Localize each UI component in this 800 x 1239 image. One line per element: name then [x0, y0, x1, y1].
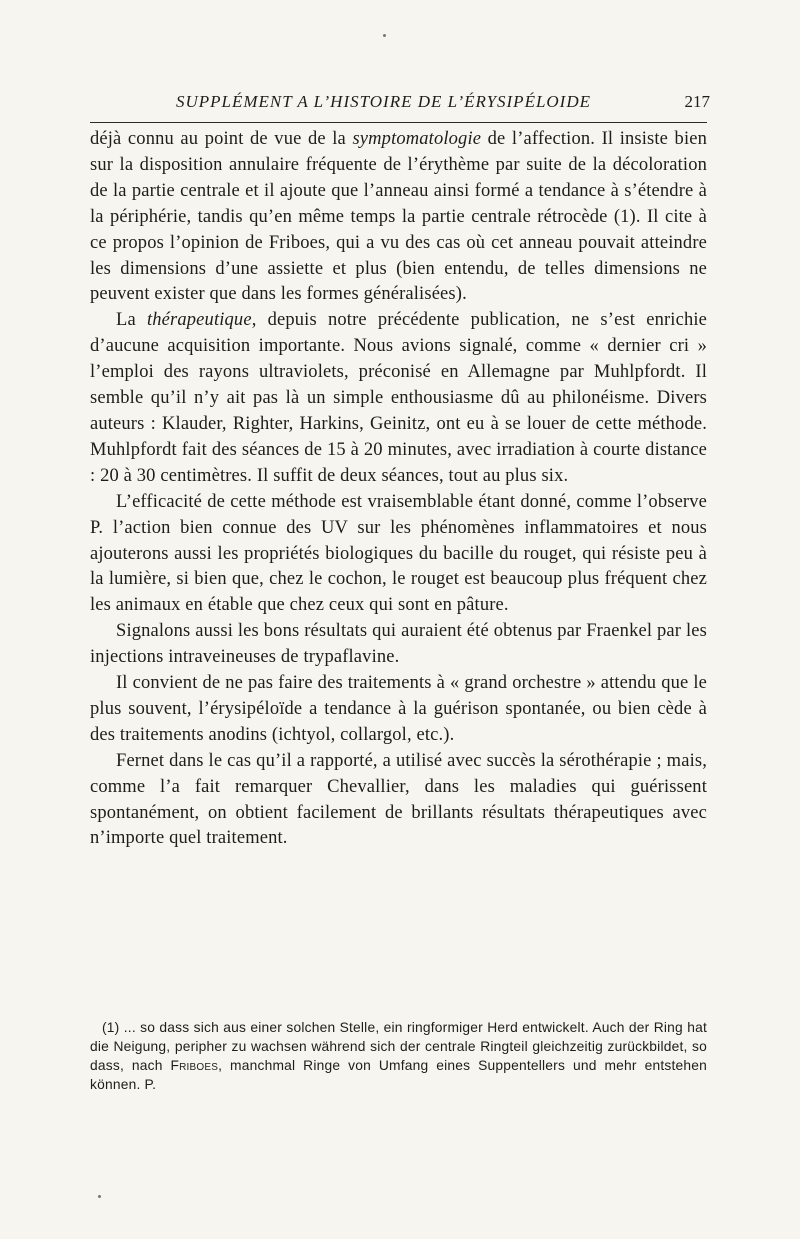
paragraph-symptomatology	[90, 127, 707, 308]
main-text	[90, 127, 707, 852]
bottom-speck	[98, 1195, 101, 1198]
footnote-author-name: Friboes	[170, 1058, 219, 1073]
p1-before-italic: déjà connu au point de vue de la	[90, 129, 353, 149]
page-number: 217	[684, 92, 710, 111]
footnote	[90, 1018, 707, 1094]
p2-italic-term: thérapeutique	[146, 310, 252, 331]
paragraph-fernet: Fernet dans le cas qu’il a rapporté, a utilisé avec succès la sérothérapie ; mais, comme l’a fait remarquer Chevallier, dans les maladies qui guérissent spontanément, on obtient facilement de brillants résultats thérapeutiques avec n’importe quel traitement.	[90, 750, 707, 849]
p1-after-italic: de l’affection. Il insiste bien sur la disposition annulaire fréquente de l’érythème par suite de la décoloration de la partie centrale et il ajoute que l’anneau ainsi formé a tendance à s’étendre à la périphérie, tandis qu’en même temps la partie centrale rétrocède (1). Il cite à ce propos l’opinion de Friboes, qui a vu des cas où cet anneau pouvait atteindre les dimensions d’une assiette et plus (bien entendu, de telles dimensions ne peuvent exister que dans les formes généralisées).	[90, 129, 707, 305]
p1-italic-term: symptomatologie	[352, 129, 482, 149]
top-speck	[383, 34, 386, 37]
footnote-text	[90, 1018, 707, 1094]
footnote-before-name: (1) ... so dass sich aus einer solchen Stelle, ein ringformiger Herd entwickelt. Auch der Ring hat die Neigung, peripher zu wachsen während sich der centrale Ringteil gleichzeitig zurückbildet, so dass, nach	[90, 1020, 707, 1073]
page-header	[90, 88, 710, 116]
p2-after-italic: , depuis notre précédente publication, ne s’est enrichie d’aucune acquisition importante. Nous avions signalé, comme « dernier cri » l’emploi des rayons ultraviolets, préconisé en Allemagne par Muhlpfordt. Il semble qu’il n’y ait pas là un simple enthousiasme dû au philonéisme. Divers auteurs : Klauder, Righter, Harkins, Geinitz, ont eu à se louer de cette méthode. Muhlpfordt fait des séances de 15 à 20 minutes, avec irradiation à courte distance : 20 à 30 centimètres. Il suffit de deux séances, tout au plus six.	[90, 310, 708, 486]
paragraph-therapeutics	[90, 308, 707, 489]
running-title: SUPPLÉMENT A L’HISTOIRE DE L’ÉRYSIPÉLOIDE	[176, 92, 592, 111]
header-rule	[90, 122, 707, 123]
paragraph-treatments: Il convient de ne pas faire des traitements à « grand orchestre » attendu que le plus souvent, l’érysipéloïde a tendance à la guérison spontanée, ou bien cède à des traitements anodins (ichtyol, collargol, etc.).	[90, 673, 707, 745]
p2-before-italic: La	[116, 310, 147, 331]
footnote-after-name: , manchmal Ringe von Umfang eines Suppentellers und mehr entstehen können. P.	[90, 1058, 707, 1092]
paragraph-fraenkel: Signalons aussi les bons résultats qui auraient été obtenus par Fraenkel par les injections intraveineuses de trypaflavine.	[90, 621, 707, 668]
paragraph-efficacy: L’efficacité de cette méthode est vraisemblable étant donné, comme l’observe P. l’action bien connue des UV sur les phénomènes inflammatoires et nous ajouterons aussi les propriétés biologiques du bacille du rouget, qui résiste peu à la lumière, si bien que, chez le cochon, le rouget est beaucoup plus fréquent chez les animaux en étable que chez ceux qui sont en pâture.	[90, 491, 707, 616]
